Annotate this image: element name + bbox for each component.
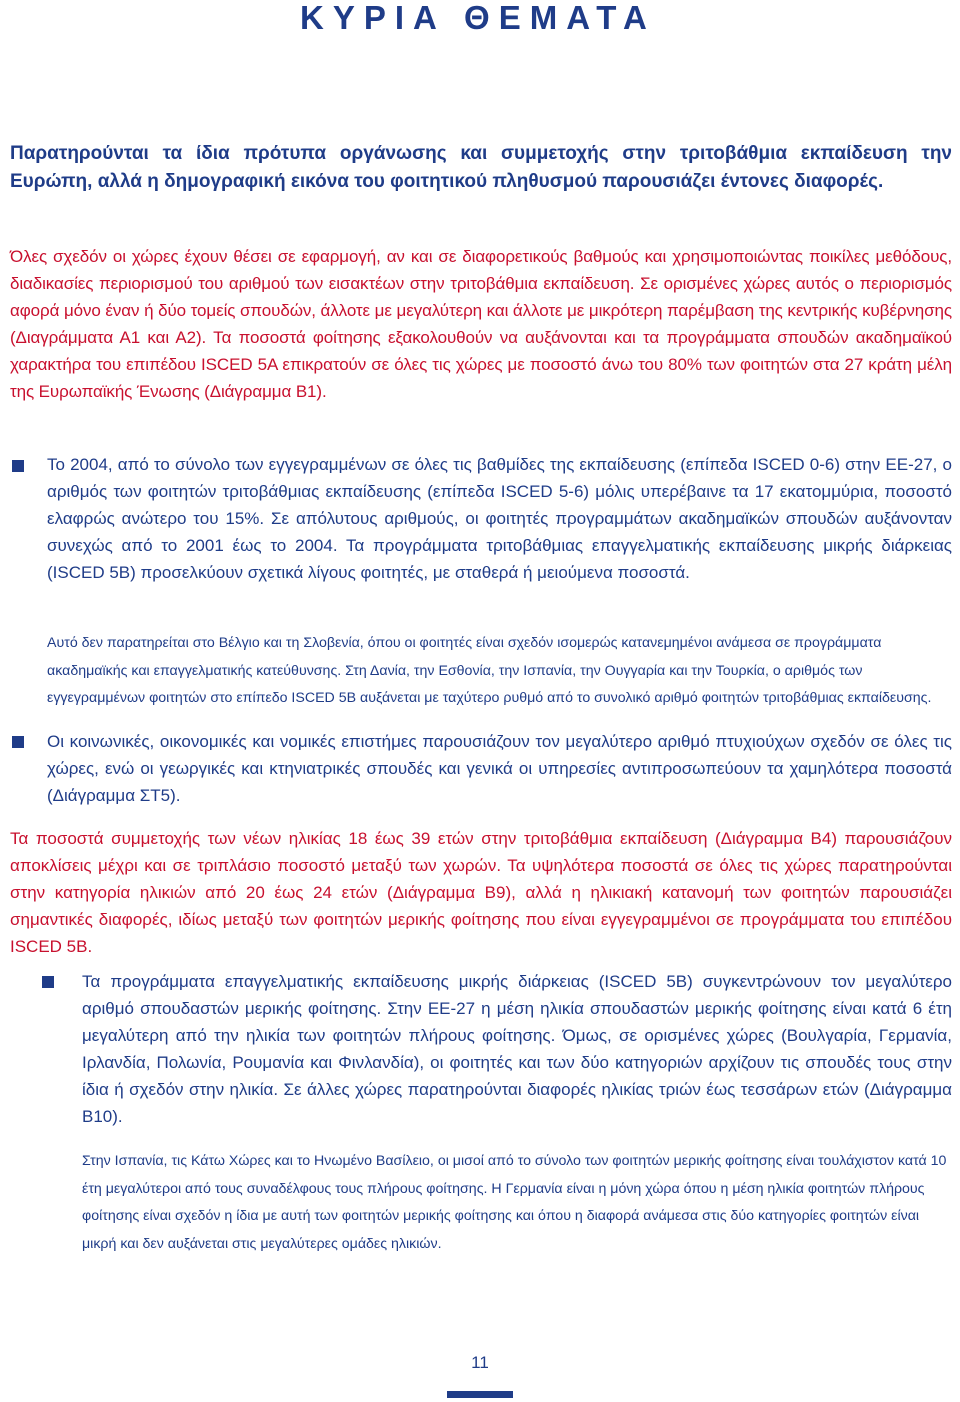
page-title: ΚΥΡΙΑ ΘΕΜΑΤΑ <box>300 0 656 36</box>
paragraph-participation: Τα ποσοστά συμμετοχής των νέων ηλικίας 18 έως 39 ετών στην τριτοβάθμια εκπαίδευση (Διάγραμμα Β4) παρουσιάζουν αποκλίσεις μέχρι και σε τριπλάσιο ποσοστό μεταξύ των χωρών. Τα υψηλότερα ποσοστά σε όλες τις χώρες παρατηρούνται στην κατηγορία ηλικιών από 20 έως 24 ετών (Διάγραμμα Β9), αλλά η ηλικιακή κατανομή των φοιτητών παρουσιάζει σημαντικές διαφορές, ιδίως μεταξύ των φοιτητών μερικής φοίτησης που είναι εγγεγραμμένοι σε προγράμματα του επιπέδου ISCED 5B. <box>10 829 952 956</box>
bullet-marker-1 <box>12 460 24 472</box>
paragraph-admission: Όλες σχεδόν οι χώρες έχουν θέσει σε εφαρμογή, αν και σε διαφορετικούς βαθμούς και χρησιμοποιώντας ποικίλες μεθόδους, διαδικασίες περιορισμού του αριθμού των εισακτέων στην τριτοβάθμια εκπαίδευση. Σε ορισμένες χώρες αυτός ο περιορισμός αφορά μόνο έναν ή δύο τομείς σπουδών, άλλοτε με μεγαλύτερη και άλλοτε με μικρότερη παρέμβαση της κεντρικής κυβέρνησης (Διαγράμματα Α1 και Α2). Τα ποσοστά φοίτησης εξακολουθούν να αυξάνονται και τα προγράμματα σπουδών ακαδημαϊκού χαρακτήρα του επιπέδου ISCED 5A επικρατούν σε όλες τις χώρες με ποσοστό άνω του 80% των φοιτητών στα 27 κράτη μέλη της Ευρωπαϊκής Ένωσης (Διάγραμμα Β1). <box>10 247 952 401</box>
bullet-paragraph-graduates: Οι κοινωνικές, οικονομικές και νομικές επιστήμες παρουσιάζουν τον μεγαλύτερο αριθμό πτυχιούχων σχεδόν σε όλες τις χώρες, ενώ οι γεωργικές και κτηνιατρικές σπουδές και γενικά οι υπηρεσίες αντιπροσωπεύουν τα χαμηλότερα ποσοστά (Διάγραμμα ΣΤ5). <box>47 732 952 805</box>
bullet-paragraph-part-time: Τα προγράμματα επαγγελματικής εκπαίδευσης μικρής διάρκειας (ISCED 5B) συγκεντρώνουν τον μεγαλύτερο αριθμό σπουδαστών μερικής φοίτησης. Στην ΕΕ-27 η μέση ηλικία σπουδαστών μερικής φοίτησης είναι κατά 6 έτη μεγαλύτερη από την ηλικία των φοιτητών πλήρους φοίτησης. Όμως, σε ορισμένες χώρες (Βουλγαρία, Γερμανία, Ιρλανδία, Πολωνία, Ρουμανία και Φινλανδία), οι φοιτητές και των δύο κατηγοριών αρχίζουν τις σπουδές τους στην ίδια ή σχεδόν στην ηλικία. Σε άλλες χώρες παρατηρούνται διαφορές ηλικίας τριών έως τεσσάρων ετών (Διάγραμμα Β10). <box>82 972 952 1126</box>
note-belgium-slovenia: Αυτό δεν παρατηρείται στο Βέλγιο και τη Σλοβενία, όπου οι φοιτητές είναι σχεδόν ισομερώς κατανεμημένοι ανάμεσα σε προγράμματα ακαδημαϊκής και επαγγελματικής κατεύθυνσης. Στη Δανία, την Εσθονία, την Ισπανία, την Ουγγαρία και την Τουρκία, ο αριθμός των εγγεγραμμένων φοιτητών στο επίπεδο ISCED 5B αυξάνεται με ταχύτερο ρυθμό από το συνολικό αριθμό φοιτητών τριτοβάθμιας εκπαίδευσης. <box>47 635 932 706</box>
note-spain-netherlands-uk: Στην Ισπανία, τις Κάτω Χώρες και το Ηνωμένο Βασίλειο, οι μισοί από το σύνολο των φοιτητών μερικής φοίτησης είναι τουλάχιστον κατά 10 έτη μεγαλύτεροι από τους συναδέλφους τους πλήρους φοίτησης. Η Γερμανία είναι η μόνη χώρα όπου η μέση ηλικία φοιτητών πλήρους φοίτησης είναι σχεδόν η ίδια με αυτή των φοιτητών μερικής φοίτησης και όπου η διαφορά ανάμεσα στις δύο κατηγορίες φοιτητών είναι μικρή και δεν αυξάνεται στις μεγαλύτερες ομάδες ηλικιών. <box>82 1153 947 1252</box>
bullet-marker-3 <box>42 976 54 988</box>
page-number: 11 <box>471 1353 489 1372</box>
bullet-paragraph-enrolment: Το 2004, από το σύνολο των εγγεγραμμένων σε όλες τις βαθμίδες της εκπαίδευσης (επίπεδα ISCED 0-6) στην ΕΕ-27, ο αριθμός των φοιτητών τριτοβάθμιας εκπαίδευσης (επίπεδα ISCED 5-6) μόλις υπερέβαινε τα 17 εκατομμύρια, ποσοστό ελαφρώς ανώτερο του 15%. Σε απόλυτους αριθμούς, οι φοιτητές προγραμμάτων ακαδημαϊκών σπουδών αυξάνονταν συνεχώς από το 2001 έως το 2004. Τα προγράμματα τριτοβάθμιας επαγγελματικής εκπαίδευσης μικρής διάρκειας (ISCED 5B) προσελκύουν σχετικά λίγους φοιτητές, με σταθερά ή μειούμενα ποσοστά. <box>47 455 952 582</box>
footer-bar <box>447 1391 513 1398</box>
bullet-marker-2 <box>12 736 24 748</box>
lead-paragraph: Παρατηρούνται τα ίδια πρότυπα οργάνωσης και συμμετοχής στην τριτοβάθμια εκπαίδευση την Ευρώπη, αλλά η δημογραφική εικόνα του φοιτητικού πληθυσμού παρουσιάζει έντονες διαφορές. <box>10 143 952 192</box>
